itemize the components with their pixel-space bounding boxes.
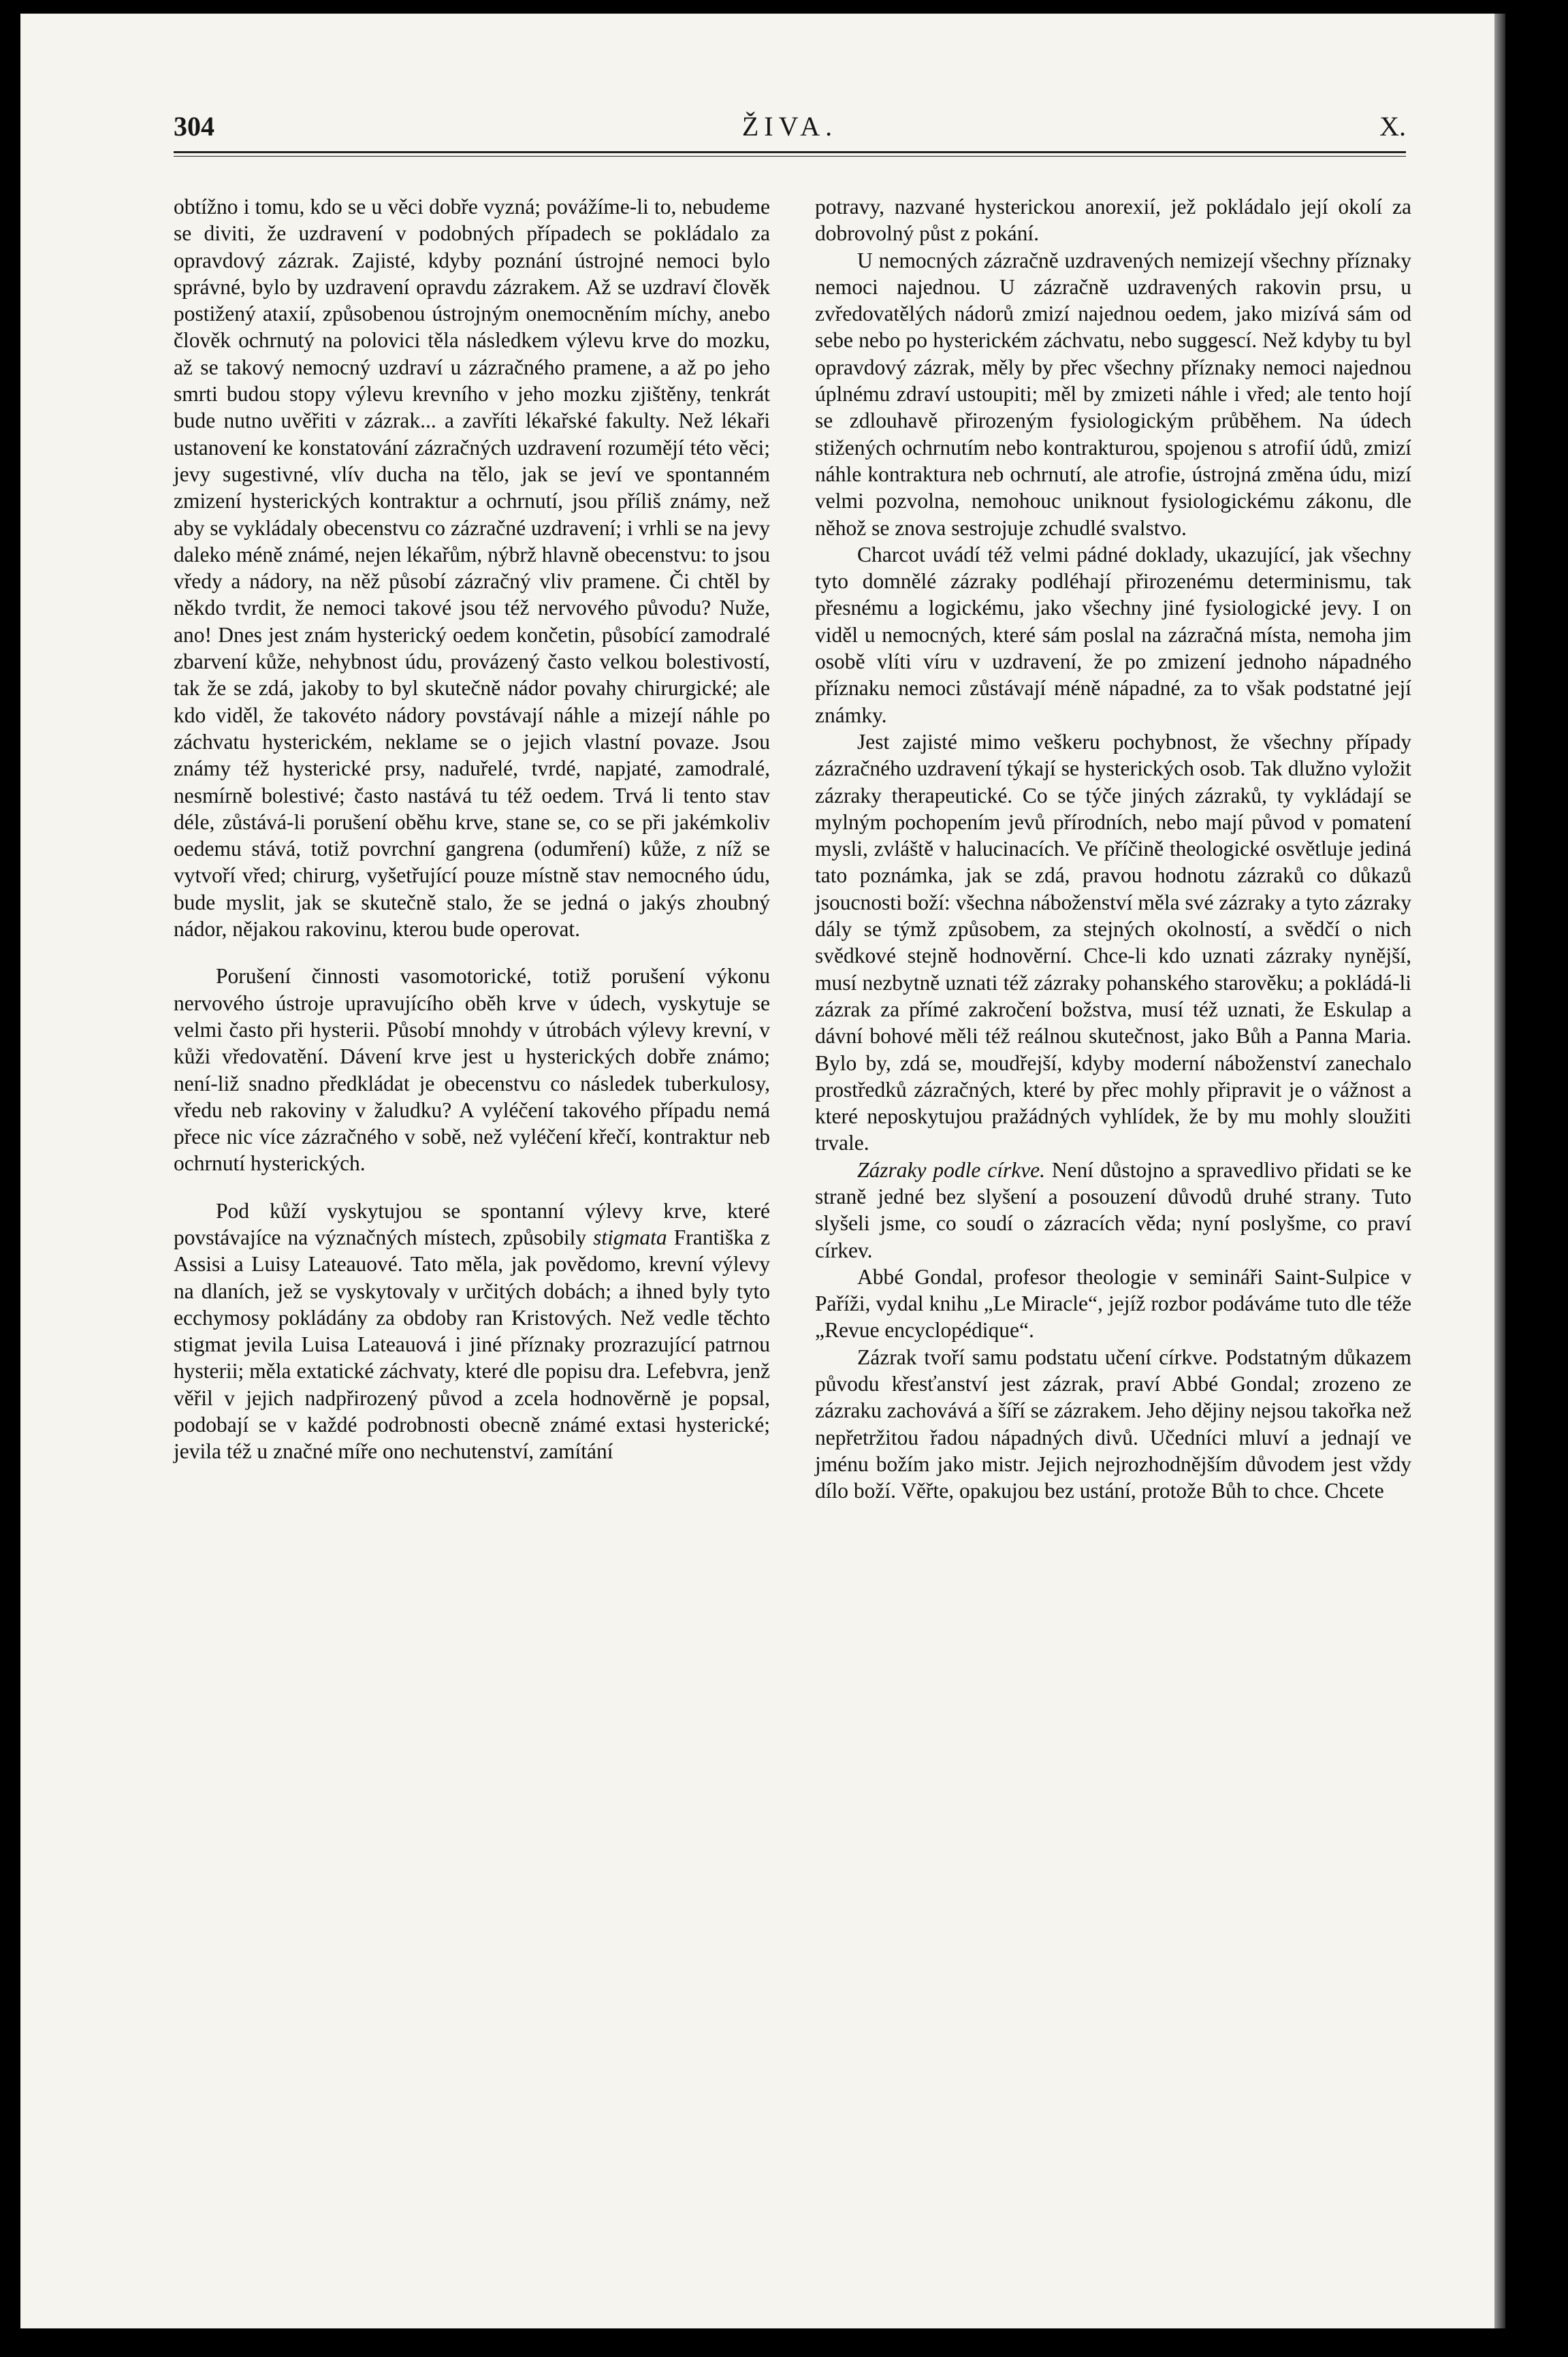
paragraph: Charcot uvádí též velmi pádné doklady, ukazující, jak všechny tyto domnělé zázraky podléhají přirozenému determinismu, tak přesnému a logickému, jako všechny jiné fysiologické jevy. I on viděl u nemocných, které sám poslal na zázračná místa, nemoha jim osobě vlíti víru v uzdravení, že po zmizení jednoho nápadného příznaku nemoci zůstávají méně nápadné, za to však podstatné její známky.: [815, 542, 1411, 727]
journal-title: ŽIVA.: [741, 111, 838, 142]
paragraph: U nemocných zázračně uzdravených nemizejí všechny příznaky nemoci najednou. U zázračně uzdravených rakovin prsu, u zvředovatělých nádorů zmizí najednou oedem, jako mizívá sám od sebe nebo po hysterickém záchvatu, nebo suggescí. Než kdyby tu byl opravdový zázrak, měly by přec všechny příznaky nemoci najednou úplnému zdraví ustoupiti; měl by zmizeti náhle i vřed; ale tento hojí se zdlouhavě přirozeným fysiologickým průběhem. Na údech stižených ochrnutím nebo kontrakturou, spojenou s atrofií údů, zmizí náhle kontraktura neb ochrnutí, ale atrofie, ústrojná změna údu, mizí velmi pozvolna, nemohouc uniknout fysiologickému zákonu, dle něhož se znova sestrojuje zchudlé svalstvo.: [815, 248, 1411, 540]
paragraph-text: Františka z Assisi a Luisy Lateauové. Tato měla, jak povědomo, krevní výlevy na dlaních, jež se vyskytovaly v určitých dobách; a ihned byly tyto ecchymosy pokládány za obdoby ran Kristových. Než vedle těchto stigmat jevila Luisa Lateauová i jiné příznaky prozrazující patrnou hysterii; měla extatické záchvaty, které dle popisu dra. Lefebvra, jenž věřil v jejich nadpřirozený původ a zcela hodnověrně je popsal, podobají se v každé podrobnosti obecně známé extasi hysterické; jevila též u značné míře ono nechutenství, zamítání: [174, 1225, 770, 1464]
header-rule: [174, 151, 1406, 157]
paragraph: Jest zajisté mimo veškeru pochybnost, že všechny případy zázračného uzdravení týkají se hysterických osob. Tak dlužno vyložit zázraky therapeutické. Co se týče jiných zázraků, ty vykládají se mylným pochopením jevů přírodních, nebo mají původ v pomatení mysli, zvláště v halucinacích. Ve příčině theologické osvětluje jediná tato poznámka, jak se zdá, pravou hodnotu zázraků co důkazů jsoucnosti boží: všechna náboženství měla své zázraky a tyto zázraky dály se týmž způsobem, za stejných okolností, a svědčí o nich svědkové stejně hodnověrní. Chce-li kdo uznati zázraky nynější, musí nezbytně uznati též zázraky pohanského starověku; a pokládá-li zázrak za přímé zakročení božstva, musí též uznati, že Eskulap a dávní bohové měli též reálnou skutečnost, jako Bůh a Panna Maria. Bylo by, zdá se, moudřejší, kdyby moderní náboženství zanechalo prostředků zázračných, které by přec mohly připravit je o vážnost a které neposkytujou pražádných vyhlídek, že by mu mohly sloužiti trvale.: [815, 729, 1411, 1155]
paragraph: Zázrak tvoří samu podstatu učení církve. Podstatným důkazem původu křesťanství jest zázrak, praví Abbé Gondal; zrozeno ze zázraku zachovává a šíří se zázrakem. Jeho dějiny nejsou takořka než nepřetržitou řadou nápadných divů. Učedníci mluví a jednají ve jménu božím jako mistr. Jejich nejrozhodnějším důvodem jest vždy dílo boží. Věřte, opakujou bez ustání, protože Bůh to chce. Chcete: [815, 1345, 1411, 1503]
paragraph: obtížno i tomu, kdo se u věci dobře vyzná; povážíme-li to, nebudeme se diviti, že uzdravení v podobných případech se pokládalo za opravdový zázrak. Zajisté, kdyby poznání ústrojné nemoci bylo správné, bylo by uzdravení opravdu zázrakem. Až se uzdraví člověk postižený ataxií, způsobenou ústrojným onemocněním míchy, anebo člověk ochrnutý na polovici těla následkem výlevu krve do mozku, až se takový nemocný uzdraví u zázračného pramene, a až po jeho smrti budou stopy výlevu krevního v jeho mozku zjištěny, tenkrát bude nutno uvěřiti v zázrak... a zavříti lékařské fakulty. Než lékaři ustanovení ke konstatování zázračných uzdravení rozumějí této věci; jevy sugestivné, vlív ducha na tělo, jak se jeví ve spontanném zmizení hysterických kontraktur a ochrnutí, jsou příliš známy, než aby se vykládaly obecenstvu co zázračné uzdravení; i vrhli se na jevy daleko méně známé, nejen lékařům, nýbrž hlavně obecenstvu: to jsou vředy a nádory, na něž působí zázračný vliv pramene. Či chtěl by někdo tvrdit, že nemoci takové jsou též nervového původu? Nuže, ano! Dnes jest znám hysterický oedem končetin, působící zamodralé zbarvení kůže, nehybnost údu, provázený často velkou bolestivostí, tak že se zdá, jakoby to byl skutečně nádor povahy chirurgické; ale kdo viděl, že takovéto nádory povstávají náhle a mizejí náhle po záchvatu hysterickém, neklame se o jejich vlastní povaze. Jsou známy též hysterické prsy, naduřelé, tvrdé, napjaté, zamodralé, nesmírně bolestivé; často nastává tu též oedem. Trvá li tento stav déle, zůstává-li porušení oběhu krve, stane se, co se při jakémkoliv oedemu stává, totiž povrchní gangrena (odumření) kůže, z níž se vytvoří vřed; chirurg, vyšetřující pouze místně stav nemocného údu, bude myslit, jak se skutečně stalo, že se jedná o jakýs zhoubný nádor, nějakou rakovinu, kterou bude operovat.: [174, 195, 770, 942]
paragraph-text: Pod kůží vyskytujou se spontanní výlevy krve, které povstávajíce na význačných místech, způsobily: [174, 1198, 770, 1249]
paragraph: potravy, nazvané hysterickou anorexií, jež pokládalo její okolí za dobrovolný půst z pokání.: [815, 195, 1411, 246]
section-heading: Zázraky podle církve.: [857, 1157, 1046, 1182]
left-column: [174, 193, 770, 1465]
paragraph: [815, 1157, 1411, 1264]
italic-term: stigmata: [593, 1225, 667, 1249]
paragraph: Abbé Gondal, profesor theologie v semináři Saint-Sulpice v Paříži, vydal knihu „Le Miracle“, jejíž rozbor podáváme tuto dle téže „Revue encyclopédique“.: [815, 1264, 1411, 1343]
paragraph: [174, 1198, 770, 1465]
paragraph-text: Není důstojno a spravedlivo přidati se ke straně jedné bez slyšení a posouzení důvodů druhé strany. Tuto slyšeli jsme, co soudí o zázracích věda; nyní poslyšme, co praví církev.: [815, 1157, 1411, 1262]
page-number: 304: [174, 111, 214, 142]
page-edge: [1494, 14, 1505, 2328]
paragraph: Porušení činnosti vasomotorické, totiž porušení výkonu nervového ústroje upravujícího oběh krve v údech, vyskytuje se velmi často při hysterii. Působí mnohdy v útrobách výlevy krevní, v kůži vředovatění. Dávení krve jest u hysterických dobře známo; není-liž snadno předkládat je obecenstvu co následek tuberkulosy, vředu neb rakoviny v žaludku? A vyléčení takového případu nemá přece nic více zázračného v sobě, než vyléčení křečí, kontraktur neb ochrnutí hysterických.: [174, 964, 770, 1176]
running-header: [174, 110, 1406, 151]
right-column: [815, 193, 1411, 1505]
volume-number: X.: [1379, 111, 1406, 142]
